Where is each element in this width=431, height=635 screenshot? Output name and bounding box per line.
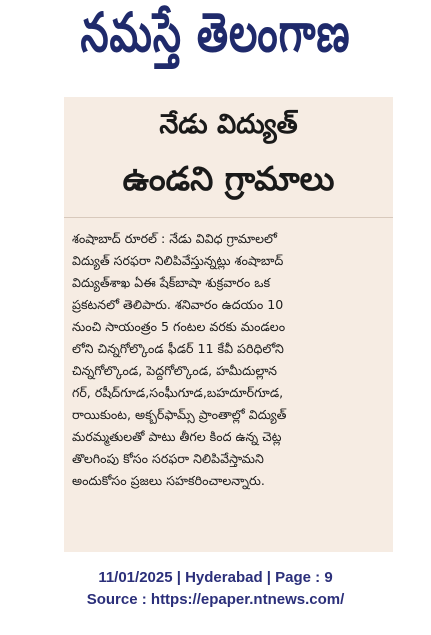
article-line: చిన్నగోల్కొండ, పెద్దగోల్కొండ, హమీదుల్లాన (72, 363, 277, 378)
article-line: ప్రకటనలో తెలిపారు. శనివారం ఉదయం 10 (72, 297, 284, 312)
masthead-title: నమస్తే తెలంగాణ (80, 2, 351, 65)
article-line: విద్యుత్ సరఫరా నిలిపివేస్తున్నట్లు శంషాబాద్ (72, 253, 284, 268)
article-line: అందుకోసం ప్రజలు సహకరించాలన్నారు. (72, 473, 265, 488)
article-line: తొలగింపు కోసం సరఫరా నిలిపివేస్తామని (72, 451, 264, 466)
article-line: లోని చిన్నగోల్కొండ ఫీడర్ 11 కేవీ పరిధిలోని (72, 341, 284, 356)
source-line: Source : https://epaper.ntnews.com/ (86, 591, 345, 608)
article-line: మరమ్మతులతో పాటు తీగల కింద ఉన్న చెట్ల (72, 429, 282, 444)
article-line: గర్, రషీద్‌గూడ,సంఘీగూడ,బహదూర్‌గూడ, (72, 385, 284, 400)
headline-line-1: నేడు విద్యుత్ (159, 109, 298, 140)
headline-divider (64, 217, 393, 218)
article-line: రాయికుంట, అక్బర్‌ఫామ్స్ ప్రాంతాల్లో విద్యుత్ (72, 407, 287, 422)
article-line: విద్యుత్‌శాఖ ఏఈ షేక్‌బాషా శుక్రవారం ఒక (72, 275, 271, 290)
newspaper-masthead (0, 0, 431, 80)
article-body (72, 228, 390, 492)
publication-date-line: 11/01/2025 | Hyderabad | Page : 9 (98, 569, 333, 586)
headline-line-2: ఉండని గ్రామాలు (122, 159, 335, 198)
article-line: శంషాబాద్ రూరల్ : నేడు వివిధ గ్రామాలలో (72, 231, 278, 246)
article-line: నుంచి సాయంత్రం 5 గంటల వరకు మండలం (72, 319, 286, 334)
news-clipping (64, 97, 393, 552)
